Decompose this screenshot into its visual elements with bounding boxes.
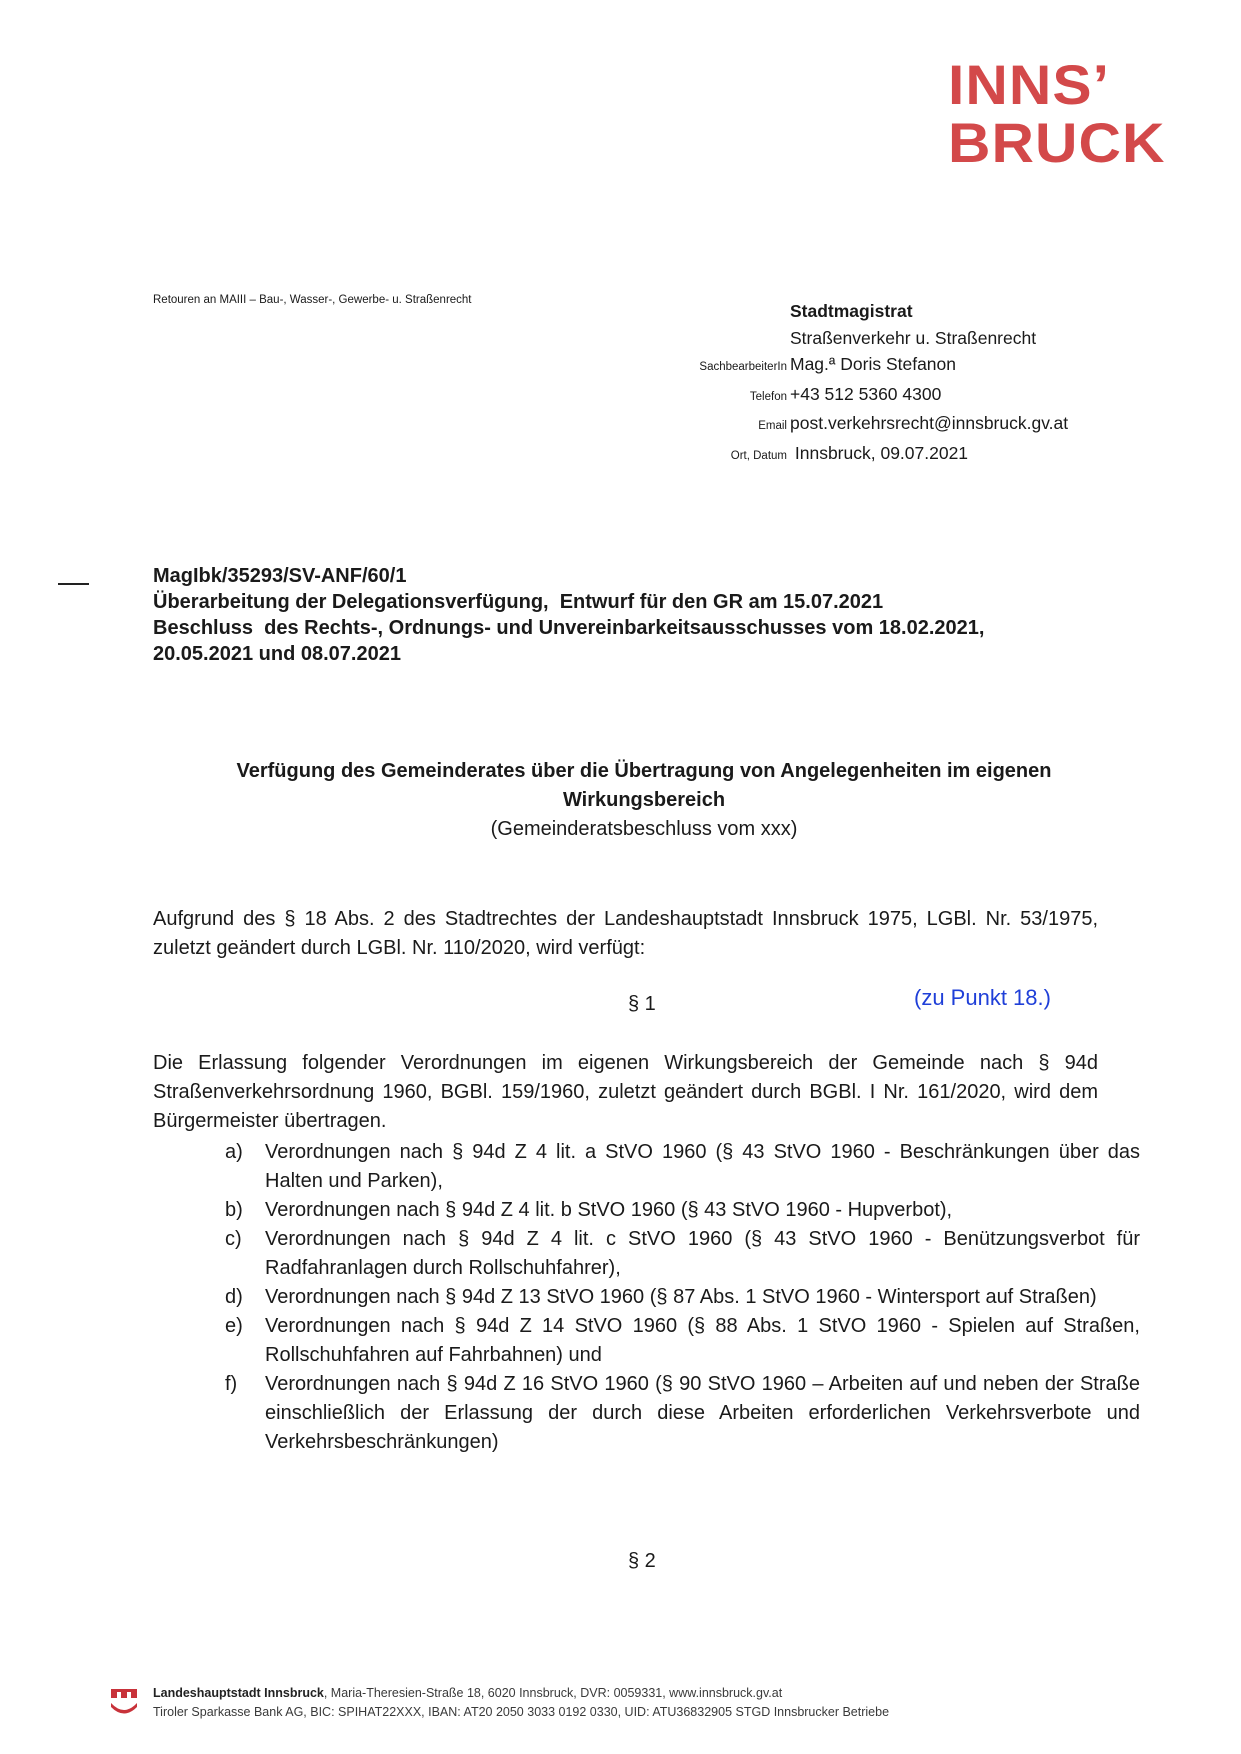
- reference-line-2: Überarbeitung der Delegationsverfügung, Entwurf für den GR am 15.07.2021: [153, 591, 884, 613]
- section-1-note: (zu Punkt 18.): [914, 985, 1051, 1010]
- footer-line-1: [153, 1684, 889, 1703]
- document-subtitle: (Gemeinderatsbeschluss vom xxx): [490, 818, 798, 840]
- reference-line-3: Beschluss des Rechts-, Ordnungs- und Unvereinbarkeitsausschusses vom 18.02.2021,: [153, 617, 985, 639]
- list-item-text: Verordnungen nach § 94d Z 4 lit. c StVO 1960 (§ 43 StVO 1960 - Benützungsverbot für Radfahranlagen durch Rollschuhfahrer),: [265, 1228, 1140, 1279]
- list-item: [225, 1370, 1140, 1457]
- list-item-text: Verordnungen nach § 94d Z 4 lit. b StVO 1960 (§ 43 StVO 1960 - Hupverbot),: [265, 1199, 953, 1221]
- logo-line-1: INNS’: [948, 53, 1111, 116]
- list-item: [225, 1138, 1140, 1196]
- list-item: [225, 1225, 1140, 1283]
- list-item-letter: e): [225, 1315, 243, 1337]
- footer-org: Landeshauptstadt Innsbruck: [153, 1686, 324, 1700]
- ordinance-list: [225, 1138, 1140, 1457]
- list-item-letter: c): [225, 1228, 242, 1250]
- sender-email: post.verkehrsrecht@innsbruck.gv.at: [790, 413, 1069, 433]
- reference-block: [153, 563, 1113, 667]
- sender-block: [600, 298, 1160, 469]
- sender-label-phone: Telefon: [749, 390, 787, 403]
- fold-mark: [58, 583, 89, 585]
- list-item-letter: d): [225, 1286, 243, 1308]
- list-item-letter: f): [225, 1373, 238, 1395]
- sender-phone: +43 512 5360 4300: [790, 383, 942, 404]
- list-item-text: Verordnungen nach § 94d Z 16 StVO 1960 (§ 90 StVO 1960 – Arbeiten auf und neben der Straße einschließlich der Erlassung der durch diese Arbeiten erforderlichen Verkehrsverbote und Verkehrsbeschränkungen): [265, 1373, 1140, 1453]
- innsbruck-logo: [948, 53, 1166, 174]
- reference-line-4: 20.05.2021 und 08.07.2021: [153, 643, 401, 665]
- list-item-letter: b): [225, 1199, 243, 1221]
- sender-org: Stadtmagistrat: [790, 301, 913, 321]
- list-item-text: Verordnungen nach § 94d Z 14 StVO 1960 (§ 88 Abs. 1 StVO 1960 - Spielen auf Straßen, Rollschuhfahren auf Fahrbahnen) und: [265, 1315, 1140, 1366]
- sender-label-date: Ort, Datum: [730, 449, 787, 462]
- section-1-body: Die Erlassung folgender Verordnungen im eigenen Wirkungsbereich der Gemeinde nach § 94d Straßenverkehrsordnung 1960, BGBl. 159/1960, zuletzt geändert durch BGBl. I Nr. 161/2020, wird dem Bürgermeister übertragen.: [153, 1052, 1098, 1132]
- list-item-text: Verordnungen nach § 94d Z 13 StVO 1960 (§ 87 Abs. 1 StVO 1960 - Wintersport auf Straßen): [265, 1286, 1097, 1308]
- document-title: [153, 757, 1135, 815]
- footer-line-2: Tiroler Sparkasse Bank AG, BIC: SPIHAT22XXX, IBAN: AT20 2050 3033 0192 0330, UID: ATU36832905 STGD Innsbrucker Betriebe: [153, 1705, 890, 1719]
- footer: [153, 1684, 889, 1722]
- list-item-text: Verordnungen nach § 94d Z 4 lit. a StVO 1960 (§ 43 StVO 1960 - Beschränkungen über das Halten und Parken),: [265, 1141, 1140, 1192]
- section-2-heading: § 2: [628, 1550, 656, 1572]
- title-line-2: Wirkungsbereich: [562, 789, 726, 811]
- list-item: [225, 1283, 1140, 1312]
- title-line-1: Verfügung des Gemeinderates über die Übertragung von Angelegenheiten im eigenen: [236, 760, 1052, 782]
- logo-line-2: BRUCK: [948, 111, 1166, 174]
- section-1-heading: § 1: [628, 993, 656, 1015]
- list-item: [225, 1196, 1140, 1225]
- preamble-paragraph: Aufgrund des § 18 Abs. 2 des Stadtrechtes der Landeshauptstadt Innsbruck 1975, LGBl. Nr. 53/1975, zuletzt geändert durch LGBl. Nr. 110/2020, wird verfügt:: [153, 908, 1098, 959]
- list-item-letter: a): [225, 1141, 243, 1163]
- innsbruck-bridge-icon: [110, 1687, 138, 1717]
- sender-date: Innsbruck, 09.07.2021: [790, 442, 969, 463]
- return-address: Retouren an MAIII – Bau-, Wasser-, Gewerbe- u. Straßenrecht: [153, 294, 472, 306]
- sender-label-email: Email: [758, 420, 787, 432]
- reference-number: MagIbk/35293/SV-ANF/60/1: [153, 565, 407, 587]
- sender-label-clerk: SachbearbeiterIn: [699, 361, 787, 373]
- list-item: [225, 1312, 1140, 1370]
- sender-clerk: Mag.ª Doris Stefanon: [790, 354, 957, 374]
- footer-address: , Maria-Theresien-Straße 18, 6020 Innsbruck, DVR: 0059331, www.innsbruck.gv.at: [323, 1686, 783, 1700]
- sender-dept: Straßenverkehr u. Straßenrecht: [790, 327, 1037, 348]
